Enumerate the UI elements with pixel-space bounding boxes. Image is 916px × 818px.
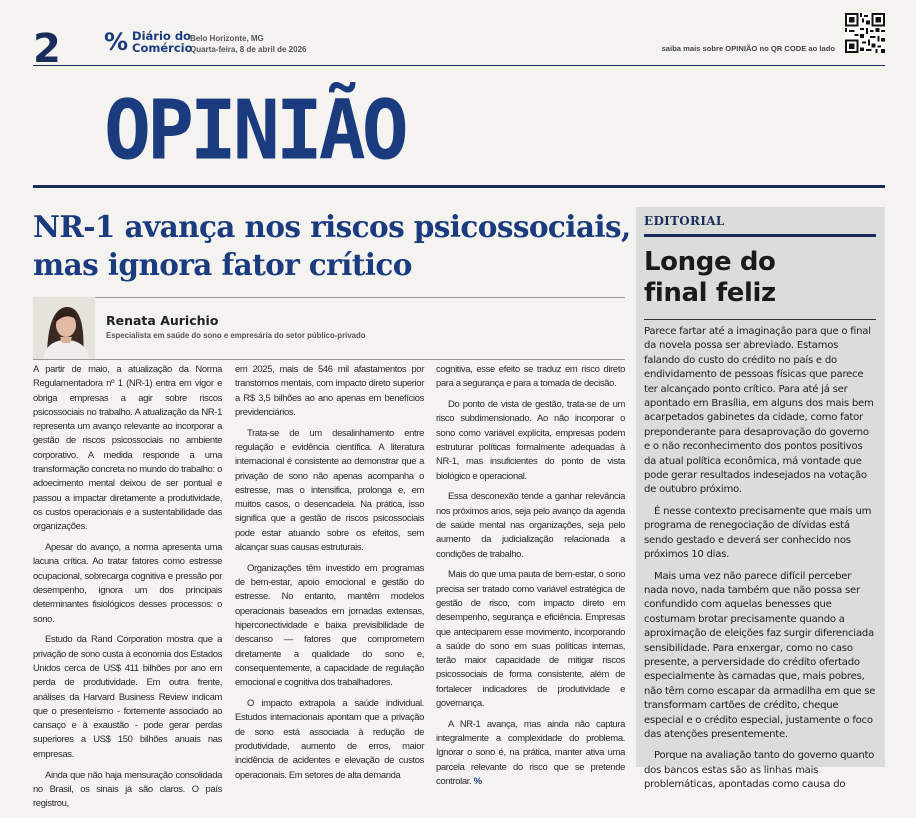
editorial-divider <box>644 234 876 237</box>
article-column-3 <box>436 363 625 796</box>
paragraph: O impacto extrapola a saúde individual. Estudos internacionais apontam que a privação de sono está associada à redução de produtividade, aumento de erros, maior incidência de acidentes e elevação de custos operacionais. Em setores de alta demanda <box>235 698 424 781</box>
page-number: 2 <box>33 26 61 72</box>
editorial-title-divider <box>644 319 876 320</box>
dateline-city: Belo Horizonte, MG <box>190 34 264 43</box>
paragraph: Do ponto de vista de gestão, trata-se de um risco subdimensionado. Ao não incorporar o sono como variável explícita, empresas podem estruturar políticas formalmente adequadas à NR-1, mas insuficientes do ponto de vista biológico e operacional. <box>436 399 625 482</box>
paragraph-text: A NR-1 avança, mas ainda não captura integralmente a complexidade do problema. Ignorar o sono é, na prática, manter ativa uma parcela relevante do risco que se pretende controlar. <box>436 718 625 788</box>
author-photo <box>33 297 95 359</box>
logo-percent-icon: % <box>104 28 129 56</box>
qr-note: saiba mais sobre OPINIÃO no QR CODE ao lado <box>661 44 835 53</box>
author-divider <box>33 359 625 360</box>
masthead-divider <box>33 65 885 66</box>
paragraph: em 2025, mais de 546 mil afastamentos por transtornos mentais, com impacto direto superior a R$ 3,5 bilhões ao ano apenas em benefícios previdenciários. <box>235 364 424 418</box>
paragraph: Organizações têm investido em programas de bem-estar, apoio emocional e gestão do estresse. No entanto, mantêm modelos operacionais baseados em jornadas extensas, hiperconectividade e baixa previsibilidade de descanso — fatores que comprometem diretamente a qualidade do sono e, consequentemente, a capacidade de regulação emocional e cognitiva dos trabalhadores. <box>235 562 424 689</box>
qr-code-icon[interactable] <box>845 13 885 53</box>
editorial-body <box>644 325 877 800</box>
paragraph: Trata-se de um desalinhamento entre regulação e evidência científica. A literatura internacional é consistente ao demonstrar que a privação de sono não apenas acompanha o estresse, mas o intensifica, prolonga e, em muitos casos, o desencadeia. Na prática, isso significa que a gestão de riscos psicossociais pode estar atuando sobre os efeitos, sem alcançar suas causas estruturais. <box>235 427 424 554</box>
paragraph: Apesar do avanço, a norma apresenta uma lacuna crítica. Ao tratar fatores como estresse ocupacional, sobrecarga cognitiva e pressão por desempenho, ignora um dos principais determinantes fisiológicos desses processos: o sono. <box>33 542 222 625</box>
editorial-label: EDITORIAL <box>644 214 725 228</box>
logo-line-2: Comércio <box>132 41 193 55</box>
logo-line-1: Diário do <box>132 29 191 43</box>
paragraph: Ainda que não haja mensuração consolidada no Brasil, os sinais já são claros. O país registrou, <box>33 769 222 810</box>
headline-line-1: NR-1 avança nos riscos psicossociais, <box>33 209 631 244</box>
dateline-date: Quarta-feira, 8 de abril de 2026 <box>190 45 307 54</box>
article-headline <box>33 208 633 284</box>
editorial-title <box>644 247 776 309</box>
end-mark-icon: % <box>473 776 482 788</box>
author-role: Especialista em saúde do sono e empresária do setor público-privado <box>106 331 366 340</box>
editorial-box <box>636 207 885 791</box>
editorial-paragraph: Mais uma vez não parece difícil perceber nada novo, nada também que não possa ser confundido com aquelas benesses que costumam brotar precisamente quando a aproximação de eleições faz surgir diferenciada sensibilidade. Para enxergar, como no caso presente, a perversidade do crédito ofertado especialmente às camadas que, mais pobres, não têm como escapar da armadilha em que se transformam cartões de crédito, cheque especial e o crédito especial, justamente o foco das atenções presentemente. <box>644 570 876 740</box>
logo-text <box>132 30 192 54</box>
paragraph: cognitiva, esse efeito se traduz em risco direto para a segurança e para a tomada de decisão. <box>436 364 625 390</box>
editorial-paragraph: Parece fartar até a imaginação para que o final da novela possa ser abreviado. Estamos falando do custo do crédito no país e do endividamento de pessoas físicas que parece ter alcançado ponto crítico. Para até já ser apontado em Brasília, em alguns dos mais bem acarpetados gabinetes da cidade, como fator preponderante para desaprovação do governo e o não reconhecimento dos pontos positivos da atual política econômica, má vontade que pode gerar resultados indesejados na votação de outubro próximo. <box>644 326 874 496</box>
newspaper-logo <box>104 30 193 54</box>
paragraph: Estudo da Rand Corporation mostra que a privação de sono custa à economia dos Estados Unidos cerca de US$ 411 bilhões por ano em perda de produtividade. Em outra frente, análises da Harvard Business Review indicam que o presenteísmo - fortemente associado ao cansaço e à exaustão - pode gerar perdas superiores a US$ 150 bilhões anuais nas empresas. <box>33 634 222 760</box>
section-title: OPINIÃO <box>104 84 405 179</box>
paragraph: Mais do que uma pauta de bem-estar, o sono precisa ser tratado como variável estratégica de gestão de risco, com impacto direto em desempenho, segurança e eficiência. Empresas que anteciparem esse movimento, incorporando a saúde do sono em suas políticas internas, terão maior capacidade de mitigar riscos psicossociais de forma consistente, além de fortalecer indicadores de produtividade e governança. <box>436 569 625 710</box>
article-column-2 <box>235 363 424 789</box>
editorial-paragraph: É nesse contexto precisamente que mais um programa de renegociação de dívidas está sendo gestado e deverá ser conhecido nos próximos 10 dias. <box>644 505 872 561</box>
paragraph: Essa desconexão tende a ganhar relevância nos próximos anos, seja pelo avanço da agenda de saúde mental nas organizações, seja pelo aumento da judicialização relacionada a condições de trabalho. <box>436 491 625 560</box>
editorial-paragraph: Porque na avaliação tanto do governo quanto dos bancos estas são as linhas mais problemáticas, apontadas como causa do <box>644 750 875 791</box>
paragraph: A partir de maio, a atualização da Norma Regulamentadora nº 1 (NR-1) entra em vigor e obriga empresas a agir sobre riscos psicossociais no trabalho. A atualização da NR-1 representa um avanço relevante ao incorporar a gestão de riscos psicossociais no ambiente corporativo. A medida responde a uma transformação concreta no mundo do trabalho: o adoecimento mental deixou de ser pontual e passou a impactar diretamente a produtividade, os custos operacionais e a sustentabilidade das organizações. <box>33 364 222 533</box>
article-column-1 <box>33 363 222 818</box>
author-name: Renata Aurichio <box>106 313 219 328</box>
section-divider <box>33 185 885 188</box>
headline-line-2: mas ignora fator crítico <box>33 247 412 282</box>
headline-divider <box>33 297 625 298</box>
editorial-title-line-2: final feliz <box>644 278 776 308</box>
dateline <box>190 33 307 55</box>
paragraph-last <box>436 718 625 789</box>
editorial-title-line-1: Longe do <box>644 247 776 277</box>
